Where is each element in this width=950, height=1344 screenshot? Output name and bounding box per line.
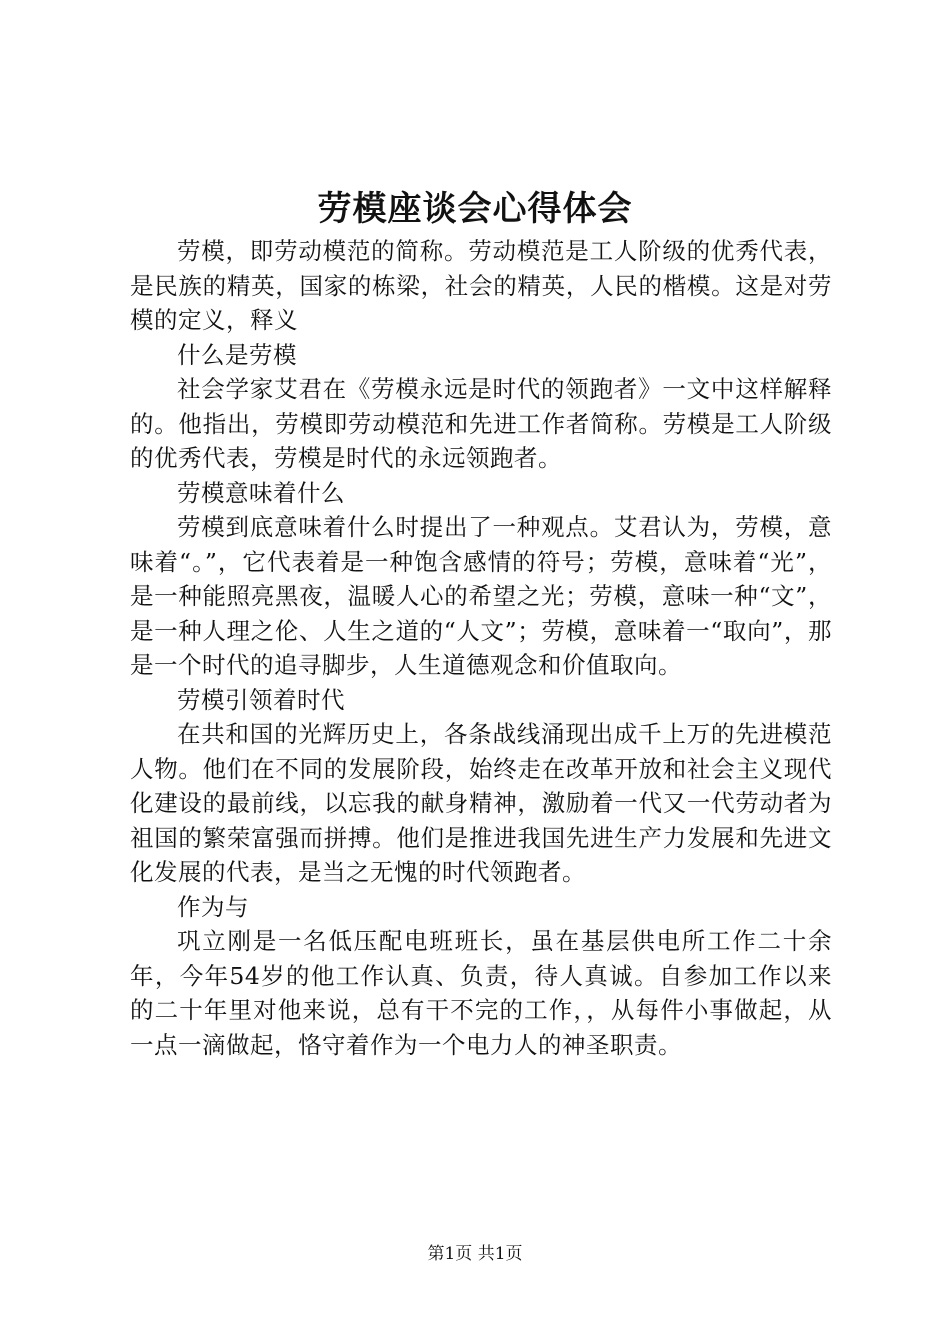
page-footer: 第1页 共1页 xyxy=(427,1244,523,1264)
paragraph-definition: 劳模，即劳动模范的简称。劳动模范是工人阶级的优秀代表，是民族的精英，国家的栋梁，社会的精英，人民的楷模。这是对劳模的定义，释义 xyxy=(130,237,832,334)
heading-leading-era: 劳模引领着时代 xyxy=(177,685,345,714)
document-title: 劳模座谈会心得体会 xyxy=(317,189,633,229)
document-body xyxy=(130,234,832,1062)
paragraph-gong-ligang: 巩立刚是一名低压配电班班长，虽在基层供电所工作二十余年，今年54岁的他工作认真、负责，待人真诚。自参加工作以来的二十年里对他来说，总有干不完的工作，，从每件小事做起，从一点一滴做起，恪守着作为一个电力人的神圣职责。 xyxy=(130,927,832,1059)
heading-meaning: 劳模意味着什么 xyxy=(177,478,345,507)
paragraph-meaning: 劳模到底意味着什么时提出了一种观点。艾君认为，劳模，意味着“。”，它代表着是一种饱含感情的符号；劳模，意味着“光”，是一种能照亮黑夜，温暖人心的希望之光；劳模，意味一种“文”，是一种人理之伦、人生之道的“人文”；劳模，意味着一“取向”，那是一个时代的追寻脚步，人生道德观念和价值取向。 xyxy=(130,513,832,679)
heading-what-is-model-worker: 什么是劳模 xyxy=(177,340,297,369)
paragraph-leading-era: 在共和国的光辉历史上，各条战线涌现出成千上万的先进模范人物。他们在不同的发展阶段，始终走在改革开放和社会主义现代化建设的最前线，以忘我的献身精神，激励着一代又一代劳动者为祖国的繁荣富强而拼搏。他们是推进我国先进生产力发展和先进文化发展的代表，是当之无愧的时代领跑者。 xyxy=(130,720,832,886)
heading-as: 作为与 xyxy=(177,892,249,921)
paragraph-ai-jun-explanation: 社会学家艾君在《劳模永远是时代的领跑者》一文中这样解释的。他指出，劳模即劳动模范和先进工作者简称。劳模是工人阶级的优秀代表，劳模是时代的永远领跑者。 xyxy=(130,375,832,472)
